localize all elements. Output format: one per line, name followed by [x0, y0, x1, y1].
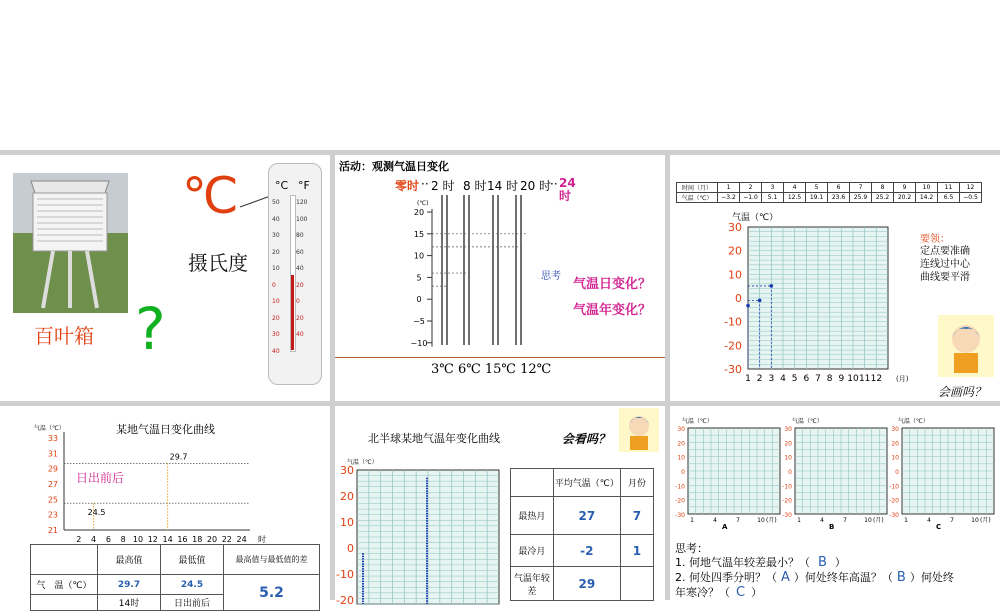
q2-text: 2. 何处四季分明？（ [675, 571, 777, 584]
thermo-c-scale [272, 199, 292, 364]
x-tick: 7 [815, 374, 821, 384]
table-head-cell: 4 [784, 183, 806, 193]
y-tick: 0 [416, 295, 422, 305]
row-temp-max: 29.7 [98, 575, 161, 595]
chart-label: B [829, 523, 835, 531]
y-tick: 20 [340, 489, 354, 503]
thermo-tick: 30 [272, 232, 280, 239]
table-cell: 19.1 [806, 193, 828, 203]
x-tick: 11 [858, 374, 871, 384]
y-tick: 31 [47, 449, 58, 459]
y-tick: 20 [728, 244, 742, 258]
q2-end: ）何处终 [909, 571, 954, 584]
y-tick: 20 [784, 440, 792, 448]
thermo-tick: 20 [296, 314, 304, 322]
row-time-max: 14时 [98, 595, 161, 611]
th-max: 最高值 [98, 545, 161, 575]
x-tick: 10 [757, 517, 765, 524]
x-tick: 22 [221, 535, 232, 544]
row-temp-diff: 5.2 [224, 575, 320, 611]
thermo-tick: 20 [296, 281, 304, 289]
x-unit: (月) [980, 517, 991, 524]
unit-a: 气温（℃） [682, 418, 713, 425]
y-tick: 10 [677, 454, 685, 462]
y-tick: 0 [347, 541, 354, 555]
y-tick: 10 [413, 251, 425, 261]
table-cell: 25.2 [872, 193, 894, 203]
tips-title: 要领： [920, 234, 950, 245]
data-point [758, 299, 762, 303]
y-tick: 10 [891, 454, 899, 462]
th-avg: 平均气温（℃） [553, 469, 620, 497]
x-tick: 4 [713, 517, 717, 524]
table-head-cell: 8 [872, 183, 894, 193]
y-tick: 5 [416, 273, 422, 283]
th-empty [511, 469, 554, 497]
y-axis-label: 气温（℃） [732, 213, 779, 223]
unit-c: 气温（℃） [898, 418, 929, 425]
table-cell: 23.6 [828, 193, 850, 203]
question-1 [675, 554, 846, 570]
q1-text: 1. 何地气温年较差最小？（ [675, 556, 810, 569]
x-tick: 9 [838, 374, 845, 384]
y-tick: -10 [724, 315, 742, 329]
y-tick: -10 [889, 483, 899, 491]
slide-1-thermometer [0, 155, 330, 401]
unit-label: (℃) [417, 200, 429, 207]
x-tick: 8 [120, 535, 126, 544]
row-time-label [31, 595, 98, 611]
x-unit: 时 [258, 535, 266, 544]
tip-2: 连线过中心 [920, 259, 970, 270]
y-tick: 0 [895, 469, 899, 476]
slide-4-daily-curve [0, 406, 330, 609]
y-tick: -30 [782, 512, 792, 519]
thermo-tick: 10 [272, 265, 280, 272]
student-cartoon [619, 408, 659, 452]
daily-summary-table [30, 544, 320, 611]
thermo-f-label: °F [298, 179, 310, 192]
x-tick: 1 [904, 517, 908, 524]
activity-title: 活动：观测气温日变化 [339, 160, 449, 173]
table-cell: 20.2 [894, 193, 916, 203]
thermo-tick: 40 [296, 331, 304, 338]
cold-label: 最冷月 [511, 535, 554, 567]
range-month [620, 567, 653, 601]
x-tick: 3 [768, 374, 775, 384]
range-label: 气温年较差 [511, 567, 554, 601]
y-tick: 30 [340, 464, 354, 477]
x-tick: 12 [870, 374, 883, 384]
thermo-tick: 0 [296, 298, 300, 305]
y-tick: 30 [784, 426, 792, 433]
x-tick: 4 [927, 517, 931, 524]
x-tick: 16 [177, 535, 188, 544]
x-tick: 4 [780, 374, 786, 384]
tip-3: 曲线要平滑 [920, 272, 970, 283]
y-tick: 10 [784, 454, 792, 462]
th-min: 最低值 [161, 545, 224, 575]
y-tick: 10 [340, 515, 354, 529]
table-cell: −0.5 [960, 193, 982, 203]
hour-2: 2 时 [431, 179, 455, 193]
y-tick: 20 [677, 440, 685, 448]
louvered-box-label: 百叶箱 [34, 324, 94, 348]
answer-2: A [781, 570, 790, 585]
table-cell: −1.0 [740, 193, 762, 203]
hot-temp: 27 [553, 497, 620, 535]
thermo-f-scale [296, 199, 316, 348]
question-mark: ? [135, 295, 166, 363]
x-tick: 20 [206, 535, 218, 544]
y-axis-label: 气温（℃） [347, 459, 378, 466]
table-cell: 气温（℃） [677, 193, 718, 203]
data-point [770, 284, 774, 288]
y-tick: 20 [891, 440, 899, 448]
thermo-tick: 40 [272, 215, 280, 223]
row-time-min: 日出前后 [161, 595, 224, 611]
y-tick: -10 [336, 567, 354, 581]
thermo-c-label: °C [275, 179, 289, 192]
x-tick: 1 [745, 374, 751, 384]
cold-temp: -2 [553, 535, 620, 567]
x-tick: 8 [826, 374, 833, 384]
y-tick: 10 [728, 268, 742, 282]
thermo-tick: 60 [296, 248, 304, 256]
thermo-tick: 40 [296, 265, 304, 272]
monthly-temp-table [676, 182, 982, 203]
chart-label: A [722, 523, 728, 531]
y-tick: -30 [675, 512, 685, 519]
thermo-tick: 30 [272, 331, 280, 338]
y-tick: 29 [47, 464, 58, 474]
thermo-tick: 10 [272, 298, 280, 305]
table-head-cell: 9 [894, 183, 916, 193]
x-tick: 5 [791, 374, 798, 384]
thermo-tick: 20 [272, 314, 280, 322]
x-unit: (月) [896, 375, 909, 383]
y-tick: -10 [782, 483, 792, 491]
three-grid-charts [670, 420, 1000, 540]
think-title: 思考： [675, 542, 708, 555]
table-head-cell: 6 [828, 183, 850, 193]
slide-3-plot-task [670, 155, 1000, 401]
y-tick: -20 [724, 339, 742, 353]
ellipsis-2: ·· [550, 177, 558, 191]
th-empty [31, 545, 98, 575]
hot-month: 7 [620, 497, 653, 535]
cold-month: 1 [620, 535, 653, 567]
y-tick: −5 [413, 317, 425, 326]
y-tick: 30 [677, 426, 685, 433]
th-month: 月份 [620, 469, 653, 497]
caption-can-read: 会看吗？ [562, 432, 611, 446]
x-tick: 7 [736, 517, 740, 524]
thermo-tick: 0 [272, 281, 276, 289]
chart-title: 北半球某地气温年变化曲线 [368, 432, 500, 445]
question-2 [675, 569, 954, 585]
y-tick: 0 [735, 292, 742, 305]
thermo-tick: 40 [272, 347, 280, 355]
slide-2-daily-observation [335, 155, 665, 401]
thermo-tick: 80 [296, 232, 304, 239]
table-cell: 6.5 [938, 193, 960, 203]
hour-8: 8 时 [463, 179, 487, 193]
divider [335, 357, 665, 358]
y-tick: 23 [47, 510, 58, 520]
question-daily: 气温日变化？ [573, 277, 652, 292]
ellipsis-1: ·· [421, 177, 429, 191]
sunrise-label: 日出前后 [76, 471, 125, 485]
answer-4: C [736, 585, 746, 600]
x-tick: 12 [147, 535, 158, 544]
y-tick: -20 [336, 593, 354, 607]
annual-grid-chart [335, 464, 505, 607]
q1-end: ） [834, 556, 846, 569]
unit-b: 气温（℃） [792, 418, 823, 425]
range-temp: 29 [553, 567, 620, 601]
x-tick: 2 [76, 535, 82, 544]
y-tick: 15 [413, 229, 425, 239]
table-head-cell: 11 [938, 183, 960, 193]
y-tick: 30 [728, 221, 742, 234]
x-unit: (月) [873, 517, 884, 524]
thermo-tick: 50 [272, 199, 280, 206]
th-diff: 最高值与最低值的差 [224, 545, 320, 575]
x-tick: 6 [105, 535, 111, 544]
min-label: 24.5 [87, 508, 106, 518]
y-tick: -30 [889, 512, 899, 519]
table-head-cell: 时间（月） [677, 183, 718, 193]
celsius-symbol: °C [182, 167, 234, 225]
x-tick: 24 [236, 535, 247, 544]
x-tick: 7 [950, 517, 954, 524]
student-cartoon [938, 315, 994, 377]
row-temp-label: 气 温（℃） [31, 575, 98, 595]
x-tick: 14 [162, 535, 173, 544]
x-tick: 10 [864, 517, 872, 524]
table-head-cell: 5 [806, 183, 828, 193]
y-tick: 27 [47, 480, 58, 489]
hour-zero: 零时 [395, 179, 420, 193]
answer-1: B [818, 555, 827, 570]
table-head-cell: 7 [850, 183, 872, 193]
table-head-cell: 10 [916, 183, 938, 193]
chart-label: C [936, 523, 942, 531]
y-tick: -20 [889, 497, 899, 505]
x-tick: 2 [756, 374, 763, 384]
table-head-cell: 3 [762, 183, 784, 193]
chart-title: 某地气温日变化曲线 [116, 423, 215, 436]
x-tick: 4 [820, 517, 824, 524]
max-label: 29.7 [169, 452, 188, 462]
table-cell: 25.9 [850, 193, 872, 203]
table-head-cell: 12 [960, 183, 982, 193]
table-cell: 14.2 [916, 193, 938, 203]
y-tick: -20 [675, 497, 685, 505]
table-head-cell: 1 [718, 183, 740, 193]
x-tick: 10 [132, 535, 144, 544]
y-tick: -10 [675, 483, 685, 491]
y-tick: −10 [410, 338, 428, 348]
question-annual: 气温年变化？ [573, 303, 652, 318]
celsius-name: 摄氏度 [188, 251, 248, 275]
thermo-tick: 20 [272, 248, 280, 256]
y-tick: -30 [724, 363, 742, 376]
hour-24: 24 时 [559, 176, 576, 203]
thermo-mercury [291, 275, 294, 350]
x-tick: 18 [192, 535, 203, 544]
table-cell: 12.5 [784, 193, 806, 203]
thermo-tick: 100 [296, 215, 308, 223]
hour-20: 20 时 [520, 179, 552, 193]
x-tick: 4 [91, 535, 97, 544]
data-point [746, 304, 750, 308]
slide-5-annual-curve [335, 406, 665, 607]
caption-can-draw: 会画吗？ [938, 385, 987, 399]
y-tick: 33 [47, 434, 58, 443]
x-unit: (月) [766, 517, 777, 524]
y-tick: 25 [47, 495, 58, 505]
x-tick: 10 [847, 374, 859, 384]
x-tick: 6 [803, 374, 810, 384]
temperature-readings: 3℃ 6℃ 15℃ 12℃ [431, 362, 552, 377]
table-cell: 5.1 [762, 193, 784, 203]
y-tick: 30 [891, 426, 899, 433]
table-cell: −3.2 [718, 193, 740, 203]
annual-summary-table [510, 468, 654, 601]
y-tick: -20 [782, 497, 792, 505]
hot-label: 最热月 [511, 497, 554, 535]
x-tick: 1 [690, 517, 694, 524]
q3-end: ） [751, 586, 763, 599]
question-3 [675, 584, 762, 600]
q2-mid: ）何处终年高温？（ [793, 571, 893, 584]
slide-6-compare [670, 406, 1000, 600]
tip-1: 定点要准确 [920, 246, 970, 257]
daily-curve-chart [20, 426, 320, 546]
y-tick: 21 [47, 526, 58, 535]
q3-text: 年寒冷？（ [675, 586, 730, 599]
think-label: 思考 [541, 271, 561, 282]
blank-grid-chart [700, 221, 950, 384]
table-head-cell: 2 [740, 183, 762, 193]
thermo-tick: 120 [296, 199, 308, 206]
row-temp-min: 24.5 [161, 575, 224, 595]
y-tick: 0 [681, 469, 685, 476]
hour-14: 14 时 [487, 179, 519, 193]
louvered-box-photo [13, 173, 128, 313]
y-tick: 0 [788, 469, 792, 476]
y-axis-label: 气温（℃） [34, 425, 65, 432]
y-tick: 20 [413, 208, 425, 217]
x-tick: 7 [843, 517, 847, 524]
x-tick: 10 [971, 517, 979, 524]
x-tick: 1 [797, 517, 801, 524]
answer-3: B [896, 570, 906, 585]
